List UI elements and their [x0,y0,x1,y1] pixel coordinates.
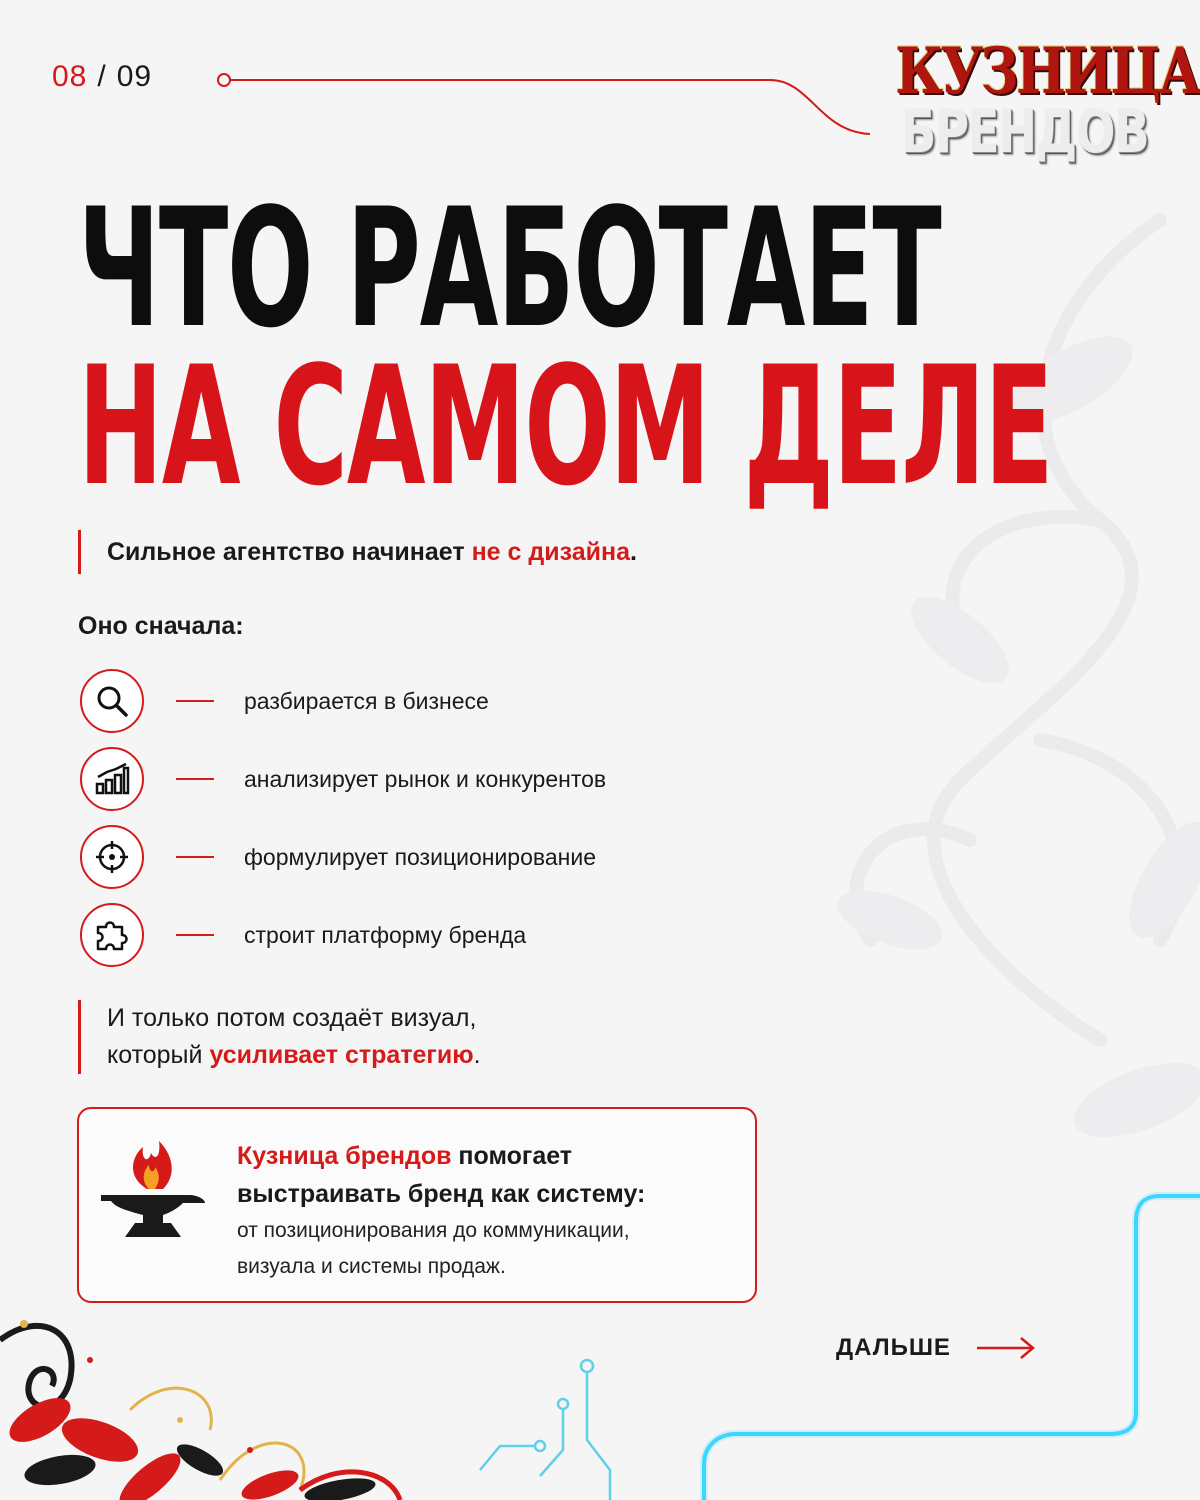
card-title [237,1137,747,1213]
steps-list [80,662,606,974]
step-text: строит платформу бренда [244,921,527,948]
decorative-line [210,62,890,142]
page-title [78,173,1053,522]
card-title-line2: выстраивать бренд как систему: [237,1180,646,1208]
list-item [80,818,606,896]
quote1-highlight: не с дизайна [471,538,630,566]
title-line1: ЧТО РАБОТАЕТ [78,173,941,364]
anvil-fire-icon [97,1131,209,1251]
chart-icon [80,747,144,811]
step-text: анализирует рынок и конкурентов [244,765,607,792]
info-card [77,1107,757,1303]
page-separator: / [97,60,107,93]
card-body [237,1213,747,1285]
list-item [80,740,606,818]
step-dash [176,934,214,936]
list-item [80,896,606,974]
steps-intro: Оно сначала: [78,612,244,640]
arrow-right-icon [975,1335,1037,1361]
quote1-end: . [630,538,637,566]
search-icon [80,669,144,733]
step-dash [176,778,214,780]
page-counter [52,60,152,94]
title-line2: НА САМОМ ДЕЛЕ [78,331,1053,522]
list-item [80,662,606,740]
page-current: 08 [52,60,88,93]
quote2-line1: И только потом создаёт визуал, [107,1004,477,1032]
floral-ornament [0,1300,480,1500]
card-body-line2: визуала и системы продаж. [237,1255,506,1278]
quote2-highlight: усиливает стратегию [209,1041,474,1069]
quote1-text: Сильное агентство начинает [107,538,472,566]
quote2-line2 [107,1037,481,1074]
step-text: формулирует позиционирование [244,843,596,870]
quote2-line2-start: который [107,1041,210,1069]
next-label: ДАЛЬШЕ [836,1334,951,1361]
logo-line2: БРЕНДОВ [900,97,1148,167]
conclusion-quote [78,1000,481,1074]
quote2-end: . [473,1041,481,1069]
card-title-rest: помогает [451,1142,573,1170]
card-body-line1: от позиционирования до коммуникации, [237,1219,630,1242]
step-dash [176,700,214,702]
brand-logo [872,34,1199,167]
logo-line1: КУЗНИЦА [895,34,1199,109]
card-brand: Кузница брендов [237,1142,452,1170]
next-button[interactable] [836,1334,1037,1362]
statement-quote [78,530,637,574]
puzzle-icon [80,903,144,967]
step-text: разбирается в бизнесе [244,687,489,714]
target-icon [80,825,144,889]
page-total: 09 [116,60,153,93]
step-dash [176,856,214,858]
